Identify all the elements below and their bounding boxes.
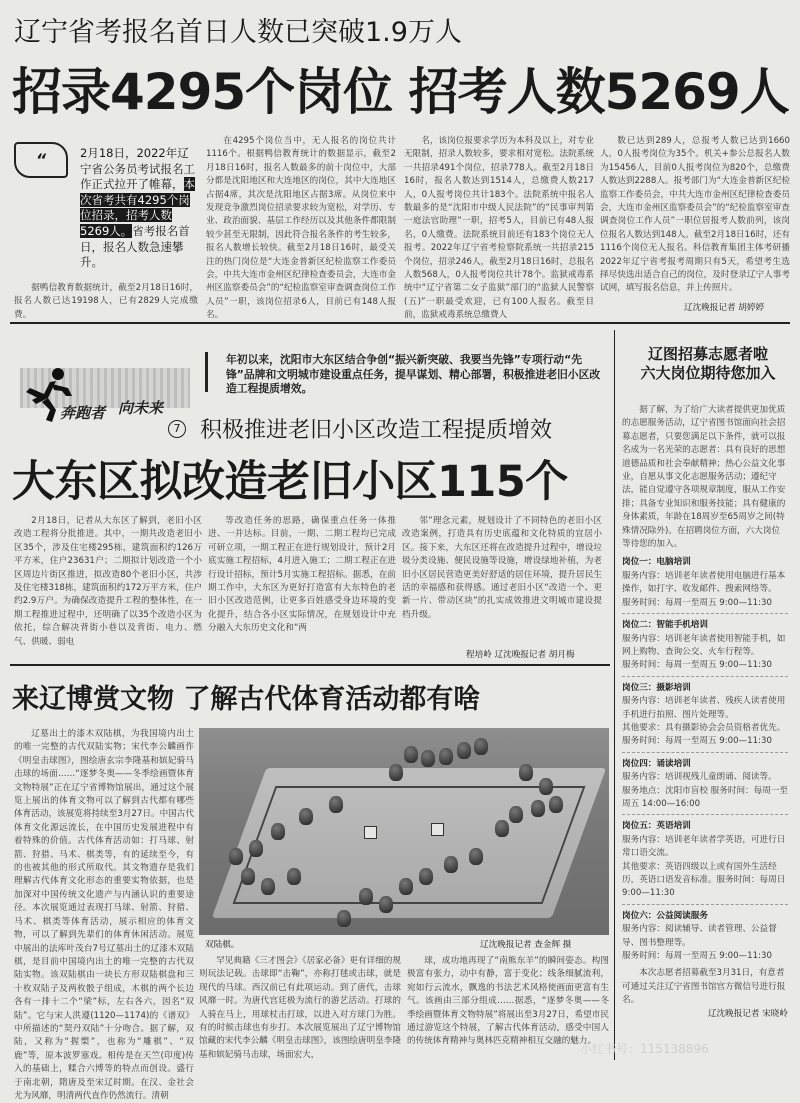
lead-pre: 2月18日，2022年辽宁省公务员考试报名工作正式拉开了帷幕，	[80, 146, 195, 192]
divider	[10, 664, 610, 666]
shuanglu-photo	[199, 728, 609, 935]
job-item	[622, 682, 788, 753]
sidebar-closing: 本次志愿者招募截至3月31日，有意者可通过关注辽宁省图书馆官方微信号进行报名。	[622, 968, 786, 1006]
article1-headline: 招录4295个岗位 招考人数5269人	[12, 63, 789, 121]
article1-kicker: 辽宁省考报名首日人数已突破1.9万人	[14, 17, 462, 48]
game-piece	[495, 820, 509, 837]
job-divider	[622, 811, 788, 815]
game-piece	[444, 856, 458, 873]
divider	[10, 322, 790, 324]
job-item	[622, 910, 788, 964]
article1-col3: 名，该岗位报要求学历为本科及以上，对专业无限制，招录人数较多，要求相对宽松。法院系统一共招录491个岗位，招录778人。截至2月18日16时，报名人数达到1514人，总缴费人数217人，0人报考岗位共计183个。法院系统中报名人数最多的是“沈阳市中级人民法院”的“民事审判第一庭法官助理”一职，招考5人，目前已有48人报名，0人缴费。法院系统目前还有183个岗位无人报考。2022年辽宁省考检察院系统一共招录215个岗位，招录246人，截至2月18日16时，总报名人数568人，0人报考岗位共计78个。监狱戒毒系统中“辽宁省第二女子监狱”部门的“监狱人民警察(五)”一职最受欢迎，已有100人报名。截至目前，监狱戒毒系统总缴费人	[404, 136, 594, 321]
job-title: 岗位四：诵读培训	[622, 758, 691, 769]
article3-col1: 辽墓出土的漆木双陆棋，为我国境内出土的唯一完整的古代双陆实物；宋代李公麟画作《明皇击球图》，图绘唐玄宗李隆基和嫔妃骑马击球的场面……“逐梦冬奥——冬季绘画暨体育文物特展”正在辽宁省博物馆展出，通过这个展览上展出的体育文物可以了解到古代都有哪些体育活动，该展览将持续至3月27日。中国古代体育文化源远流长，在中国历史发展进程中有着特殊的价值。古代体育活动如：打马球、射箭、狩猎、马术、棋类等，有的延续至今，有的也被其他的形式所取代。其文物遗存是我们理解古代体育文化形态的重要实物依据，也是加深对中国传统文化遗产与内涵认识的重要途径。本次展览通过表现打马球、射箭、狩猎、马术、棋类等体育活动，展示相应的体育文物，可以了解到先辈们的体育休闲活动。展览中展出的法库叶茂台7号辽墓出土的辽漆木双陆棋，是目前中国境内出土的唯一完整的古代双陆实物。该双陆棋由一块长方形双陆棋盘和三十枚双陆子及两枚骰子组成，木棋的两个长边各有一排十二个“梁”标，左右各六，因名“双陆”。它与宋人洪遵(1120—1174)的《谱双》中所描述的“契丹双陆”十分吻合。据了解，双陆，又称为“握槊”，也称为“雕棋”、“双鹿”等，原本波罗塞戏。相传是在天竺(印度)传入的基础上，糅合六博等的特点而创设。盛行于南北朝，隋唐及至宋辽时期。在汉、金社会尤为风靡，明清两代直作仍然流行。清朝	[14, 729, 194, 1101]
lead-highlight: 本次省考共有4295个岗位招录，招考人数5269人。	[80, 177, 195, 238]
game-piece	[519, 764, 533, 781]
article1-col2: 在4295个岗位当中，无人报名的岗位共计1116个。根据鸭信教育统计的数据显示，截至2月18日16时，报名人数最多的前十岗位中，大部分都是沈阳地区和大连地区的岗位，其中大连地区占据4席，其次是沈阳地区占据3席。从岗位来中发现竞争激烈岗位招录要求较为宽松，对学历、专业、政治面貌、基层工作经历以及其他条件都限制较少甚至无限制，因此符合报名条件的考生较多，报名人数增长较快。截至2月18日16时，最受关注的热门岗位是“大连金普新区纪检监察工作委员会，中共大连市金州区纪律检查委员会，大连市金州区监察委员会”的“纪检监察室审查调查岗位工作人员”一职，该岗位招录6人，目前已有148人报名。	[206, 136, 396, 321]
job-divider	[622, 749, 788, 753]
game-piece	[549, 796, 563, 813]
lead-post: 省考报名首日，报名人数急速攀升。	[80, 223, 190, 270]
article2-byline: 程培岭 辽沈晚报记者 胡月梅	[466, 650, 575, 660]
job-item	[622, 556, 788, 614]
game-piece	[329, 796, 343, 813]
article2-col3: 邻”理念元素，规划设计了不同特色的老旧小区改造案例，打造具有历史底蕴和文化特质的宜居小区。接下来，大东区还将在改造提升过程中，增设垃圾分类设施、便民设施等设施，增设绿地补植，为老旧小区居民营造更美好舒适的居住环境，提升居民生活的幸福感和获得感。通过老旧小区“改造一个、更新一片、带动区块”的扎实成效推进文明城市建设提档升级。	[402, 516, 602, 620]
article2-headline: 大东区拟改造老旧小区115个	[12, 457, 568, 507]
game-piece	[474, 738, 488, 755]
game-piece	[389, 764, 403, 781]
game-piece	[359, 888, 373, 905]
job-content: 服务内容：培训视残儿童朗诵、阅读等。	[622, 772, 777, 783]
quote-icon: “	[14, 142, 68, 178]
sidebar-body	[622, 404, 788, 1054]
game-piece	[419, 868, 433, 885]
job-time: 服务时间：每周一至周五 9:00—11:30	[622, 951, 772, 962]
article3-col3: 球，成功地再现了“南熊东羊”的瞬间姿态。构图极富有张力，动中有静，富于变化；线条细腻流利，宛如行云流水，飘逸的书法艺术风格使画面更富有生气。该画由三部分组成……据悉，“逐梦冬奥——冬季绘画暨体育文物特展”将展出至3月27日，希望市民通过游览这个特展，了解古代体育活动，感受中国人的传统体育精神与奥林匹克精神相互交融的魅力。	[407, 956, 609, 1047]
game-piece	[261, 878, 275, 895]
photo-caption: 双陆棋。	[205, 940, 240, 950]
job-title: 岗位五：英语培训	[622, 821, 691, 832]
article3-col2: 罕见典籍《三才图会》《居家必备》更有详细的规则玩法记载。击球即“击鞠”，亦称打毬或击球，就是现代的马球。西汉前已有此项运动。到了唐代，击球风靡一时。为唐代宫廷极为流行的游艺活动。打球的人骑在马上，用球杖击打球，以进入对方球门为胜。有的时候击球也有步打。本次展览展出了辽宁博物馆馆藏的宋代李公麟《明皇击球图》，该图绘唐明皇李隆基和嫔妃骑马击球，场面宏大，	[199, 956, 401, 1060]
game-piece	[531, 800, 545, 817]
sidebar-title-line1: 辽图招募志愿者啦	[647, 345, 768, 363]
job-item	[622, 820, 788, 904]
sidebar-title-line2: 六大岗位期待您加入	[640, 364, 776, 382]
job-content: 服务内容：培训老年读者、残疾人读者使用手机进行拍照、图片处理等。	[622, 696, 786, 720]
series-number: 7	[168, 420, 186, 438]
game-piece	[287, 868, 301, 885]
article1-col4: 数已达到289人，总报考人数已达到1660人，0人报考岗位为35个。机关+参公总报名人数为15456人，目前0人报考岗位为820个，总缴费人数达到2288人。报考部门为“大连金普新区纪检监察工作委员会，中共大连市金州区纪律检查委员会，大连市金州区监察委员会”的“纪检监察室审查调查岗位工作人员”一职位居报考人数前列，该岗位报名人数达到148人。截至2月18日16时，还有1116个岗位无人报名。科信教育集团主体考研播2022年辽宁省考报考周期只有5天，希望考生选择尽快选出适合自己的岗位，及时登录辽宁人事考试网，填写报名信息，并上传照片。	[600, 136, 790, 294]
game-piece	[404, 746, 418, 763]
job-content: 服务内容：培训老年读者使用智能手机，如网上购物、查询公交、火车行程等。	[622, 633, 786, 657]
game-piece	[241, 868, 255, 885]
game-piece	[337, 910, 351, 927]
job-title: 岗位一：电脑培训	[622, 557, 691, 568]
sidebar-byline: 辽沈晚报记者 宋晓岭	[707, 1008, 788, 1019]
job-time: 服务地点：沈阳市盲校 服务时间：每周一至周五 14:00—16:00	[622, 785, 789, 809]
job-title: 岗位二：智能手机培训	[622, 620, 708, 631]
job-divider	[622, 610, 788, 614]
watermark: 小红书号：115138896	[580, 1042, 709, 1056]
game-piece	[469, 848, 483, 865]
job-item	[622, 758, 788, 816]
job-content: 服务内容：培训老年读者学英语，可进行日常口语交流。	[622, 834, 786, 859]
game-piece	[439, 748, 453, 765]
series-label-a: 奔跑者	[60, 404, 106, 422]
article2-col1: 2月18日，记者从大东区了解到，老旧小区改造工程将分批推进。其中，一期共改造老旧小区35个，涉及住宅楼295栋，建筑面积约126万平方米，住户23631户；二期拟计划改造一个小区周边片街区推进，拟改造80个老旧小区，共涉及住宅楼318栋，建筑面积约172万平方米，住户约2.9万户。为确保改造提升工程的整体性，在一期工程推进过程中，还明确了以35个改造小区为依托，综合解决背街小巷以及背街、电力、燃气、供暖、弱电	[14, 516, 202, 647]
sidebar-intro: 据了解，为了给广大读者提供更加优质的志愿服务活动，辽宁省图书馆面向社会招募志愿者，只要您满足以下条件，就可以报名成为一名光荣的志愿者：具有良好的思想道德品质和社会奉献精神；热心公益文化事业，自愿从事文化志愿服务活动；遵纪守法，能自觉遵守各项规章制度，服从工作安排；具备专业知识和服务技能；具有健康的身体素质，年龄在18周岁至65周岁之间(特殊情况除外)。在招聘岗位方面，六大岗位等待您的加入。	[622, 405, 786, 550]
dice-icon	[364, 826, 377, 839]
photo-credit: 辽沈晚报记者 查金辉 摄	[480, 940, 572, 950]
job-title: 岗位三：摄影培训	[622, 682, 691, 693]
article2-col2: 等改造任务的思路，确保重点任务一体推进、一并达标。目前，一期、二期工程均已完成可研立项，一期工程正在进行规划设计，预计2月底实施工程招标，4月进入施工；二期工程正在进行设计招标，预计5月实施工程招标。据悉，在前期工作中，大东区为更好打造富有大东特色的老旧小区改造范例，让更多百姓感受身边环境的变化提升，结合各小区实际情况，在规划设计中充分融入大东历史文化和“两	[208, 516, 396, 634]
job-title: 岗位六：公益阅读服务	[622, 910, 708, 921]
job-content: 服务内容：阅读辅导、读者管理、公益督导、图书整理等。	[622, 924, 777, 948]
job-divider	[622, 673, 788, 677]
sidebar-rule	[614, 330, 615, 1060]
game-piece	[271, 823, 285, 840]
article2-intro: 年初以来，沈阳市大东区结合争创“振兴新突破、我要当先锋”专项行动“先锋”品牌和文明城市建设重点任务，提早谋划、精心部署，积极推进老旧小区改造工程提质增效。	[226, 353, 601, 396]
sidebar-title	[628, 345, 788, 383]
game-piece	[399, 878, 413, 895]
game-piece	[229, 848, 243, 865]
job-divider	[622, 901, 788, 905]
article1-byline: 辽沈晚报记者 胡婷婷	[684, 303, 765, 313]
article1-lead	[80, 146, 198, 270]
job-content: 服务内容：培训老年读者使用电脑进行基本操作，如打字、收发邮件、搜索网络等。	[622, 570, 786, 595]
game-piece	[539, 778, 553, 795]
game-piece	[509, 806, 523, 823]
article2-kicker: 积极推进老旧小区改造工程提质增效	[200, 418, 553, 443]
job-item	[622, 619, 788, 677]
article3-headline: 来辽博赏文物 了解古代体育活动都有啥	[12, 684, 481, 715]
game-piece	[299, 808, 313, 825]
game-piece	[379, 896, 393, 913]
job-time: 服务时间：每周一至周五 9:00—11:30	[622, 660, 772, 671]
job-time: 服务时间：每周一至周五 9:00—11:30	[622, 597, 772, 608]
job-time: 其他要求：具有摄影协会会员资格者优先。服务时间：每周一至周五 9:00—11:30	[622, 722, 786, 747]
game-piece	[421, 750, 435, 767]
dice-icon	[431, 823, 444, 836]
series-label-b: 向未来	[118, 399, 164, 417]
article1-col1-bottom: 据鸭信教育数据统计，截至2月18日16时，报名人数已达19198人，已有2829人完成缴费。	[14, 283, 198, 320]
game-piece	[457, 742, 471, 759]
intro-bar	[205, 352, 208, 392]
game-piece	[249, 840, 263, 857]
job-time: 其他要求：英语四级以上或有国外生活经历，英语口语发音标准。服务时间：每周日 9:00—11:30	[622, 861, 786, 899]
